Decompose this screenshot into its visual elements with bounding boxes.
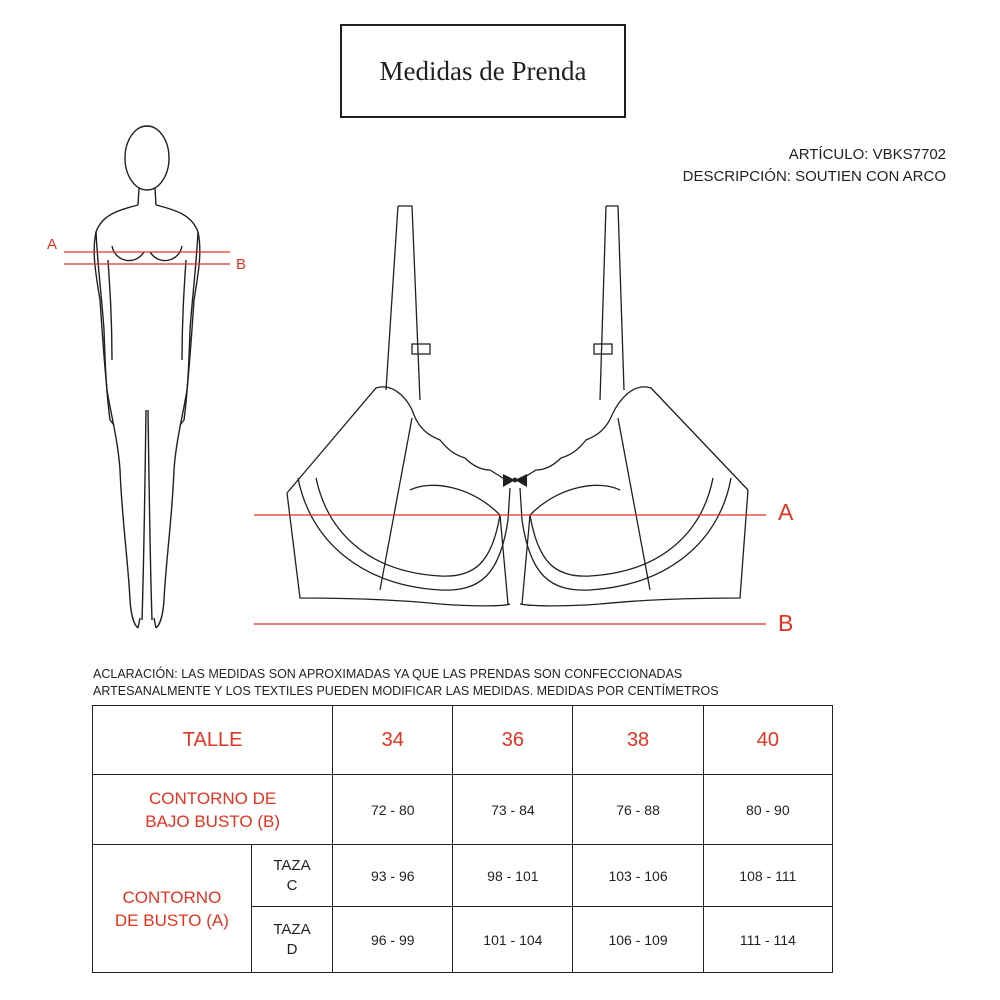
- bow-icon: [503, 474, 527, 487]
- size-34: 34: [333, 706, 453, 775]
- article-code: ARTÍCULO: VBKS7702: [788, 146, 946, 163]
- bust-label-line-1: CONTORNO: [122, 887, 222, 907]
- cup-c-label: [251, 845, 332, 907]
- size-38: 38: [573, 706, 703, 775]
- table-row-header: [93, 706, 833, 775]
- underbust-label-line-2: BAJO BUSTO (B): [145, 811, 280, 831]
- cup-d-40: 111 - 114: [703, 907, 832, 973]
- table-row-underbust: [93, 775, 833, 845]
- cup-d-38: 106 - 109: [573, 907, 703, 973]
- underbust-36: 73 - 84: [453, 775, 573, 845]
- page-title: Medidas de Prenda: [340, 24, 626, 118]
- bra-label-a: A: [778, 499, 794, 525]
- body-label-a: A: [47, 236, 58, 253]
- cup-d-34: 96 - 99: [333, 907, 453, 973]
- talle-header: TALLE: [93, 706, 333, 775]
- bra-label-b: B: [778, 610, 794, 636]
- underbust-label: [93, 775, 333, 845]
- bra-illustration: [287, 206, 748, 606]
- underbust-40: 80 - 90: [703, 775, 832, 845]
- cup-c-38: 103 - 106: [573, 845, 703, 907]
- note-line-2: ARTESANALMENTE Y LOS TEXTILES PUEDEN MODIFICAR LAS MEDIDAS. MEDIDAS POR CENTÍMETROS: [93, 684, 719, 698]
- cup-d-label-line-1: TAZA: [273, 920, 311, 938]
- bust-label: [93, 845, 252, 973]
- cup-c-label-line-1: TAZA: [273, 856, 311, 874]
- underbust-34: 72 - 80: [333, 775, 453, 845]
- underbust-label-line-1: CONTORNO DE: [149, 788, 277, 808]
- cup-d-label-line-2: D: [286, 940, 298, 958]
- size-40: 40: [703, 706, 832, 775]
- bust-label-line-2: DE BUSTO (A): [114, 910, 229, 930]
- measurement-note: [93, 666, 719, 700]
- cup-d-36: 101 - 104: [453, 907, 573, 973]
- cup-d-label: [251, 907, 332, 973]
- size-36: 36: [453, 706, 573, 775]
- cup-c-36: 98 - 101: [453, 845, 573, 907]
- cup-c-label-line-2: C: [286, 876, 298, 894]
- article-description: DESCRIPCIÓN: SOUTIEN CON ARCO: [682, 168, 946, 185]
- underbust-38: 76 - 88: [573, 775, 703, 845]
- body-label-b: B: [236, 256, 247, 273]
- note-line-1: ACLARACIÓN: LAS MEDIDAS SON APROXIMADAS YA QUE LAS PRENDAS SON CONFECCIONADAS: [93, 667, 683, 681]
- cup-c-40: 108 - 111: [703, 845, 832, 907]
- table-row-cup-c: [93, 845, 833, 907]
- cup-c-34: 93 - 96: [333, 845, 453, 907]
- size-table: [92, 705, 833, 973]
